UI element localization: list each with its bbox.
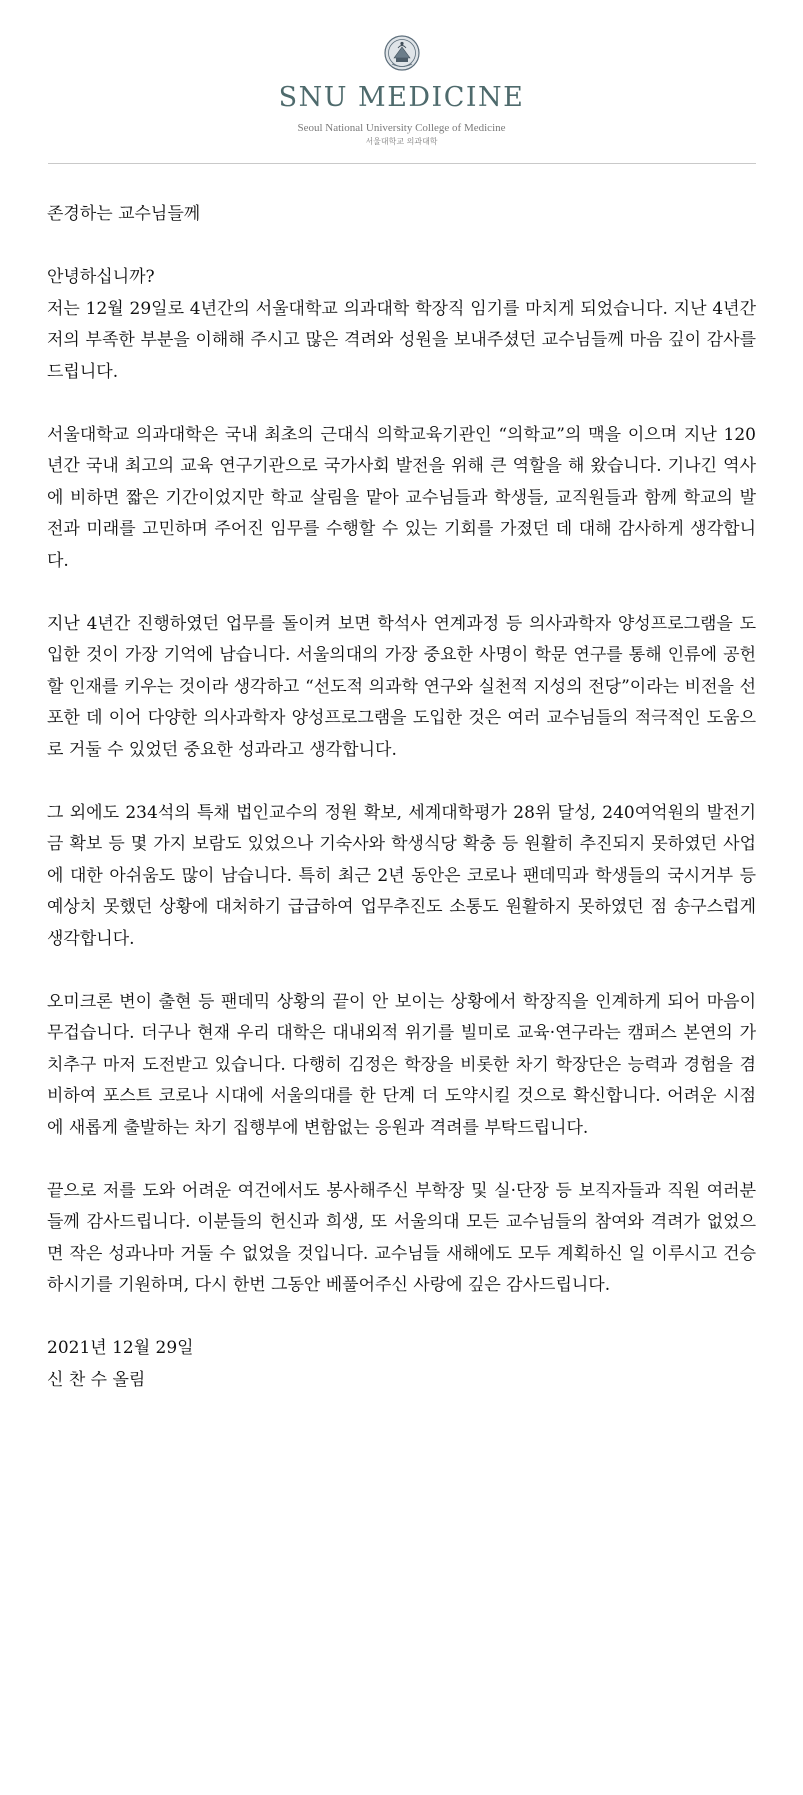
paragraph-5: 오미크론 변이 출현 등 팬데믹 상황의 끝이 안 보이는 상황에서 학장직을 인계하게 되어 마음이 무겁습니다. 더구나 현재 우리 대학은 대내외적 위기를 빌미로 교육·연구라는 캠퍼스 본연의 가치추구 마저 도전받고 있습니다. 다행히 김정은 학장을 비롯한 차기 학장단은 능력과 경험을 겸비하여 포스트 코로나 시대에 서울의대를 한 단계 더 도약시킬 것으로 확신합니다. 어려운 시점에 새롭게 출발하는 차기 집행부에 변함없는 응원과 격려를 부탁드립니다. xyxy=(47,991,756,1138)
spacer xyxy=(47,1302,756,1334)
brand-subtitle-en: Seoul National University College of Medicine xyxy=(297,122,506,134)
spacer xyxy=(47,388,756,420)
spacer xyxy=(47,766,756,798)
signature: 신 찬 수 올림 xyxy=(47,1369,146,1390)
greeting: 안녕하십니까? xyxy=(47,267,155,287)
header-divider xyxy=(48,163,756,164)
paragraph-2: 서울대학교 의과대학은 국내 최초의 근대식 의학교육기관인 “의학교”의 맥을 이으며 지난 120년간 국내 최고의 교육 연구기관으로 국가사회 발전을 위해 큰 역할을 해 왔습니다. 기나긴 역사에 비하면 짧은 기간이었지만 학교 살림을 맡아 교수님들과 학생들, 교직원들과 함께 학교의 발전과 미래를 고민하며 주어진 임무를 수행할 수 있는 기회를 가졌던 데 대해 감사하게 생각합니다. xyxy=(47,424,756,571)
spacer xyxy=(47,955,756,987)
snu-emblem-icon xyxy=(384,34,420,72)
brand-subtitle-ko: 서울대학교 의과대학 xyxy=(365,137,438,146)
paragraph-1: 저는 12월 29일로 4년간의 서울대학교 의과대학 학장직 임기를 마치게 되었습니다. 지난 4년간 저의 부족한 부분을 이해해 주시고 많은 격려와 성원을 보내주셨던 교수님들께 마음 깊이 감사를 드립니다. xyxy=(47,298,756,382)
letterhead xyxy=(0,0,803,170)
paragraph-4: 그 외에도 234석의 특채 법인교수의 정원 확보, 세계대학평가 28위 달성, 240여억원의 발전기금 확보 등 몇 가지 보람도 있었으나 기숙사와 학생식당 확충 등 원활히 추진되지 못하였던 사업에 대한 아쉬움도 많이 남습니다. 특히 최근 2년 동안은 코로나 팬데믹과 학생들의 국시거부 등 예상치 못했던 상황에 대처하기 급급하여 업무추진도 소통도 원활하지 못하였던 점 송구스럽게 생각합니다. xyxy=(47,802,756,949)
spacer xyxy=(47,1144,756,1176)
paragraph-3: 지난 4년간 진행하였던 업무를 돌이켜 보면 학석사 연계과정 등 의사과학자 양성프로그램을 도입한 것이 가장 기억에 남습니다. 서울의대의 가장 중요한 사명이 학문 연구를 통해 인류에 공헌할 인재를 키우는 것이라 생각하고 “선도적 의과학 연구와 실천적 지성의 전당”이라는 비전을 선포한 데 이어 다양한 의사과학자 양성프로그램을 도입한 것은 여러 교수님들의 적극적인 도움으로 거둘 수 있었던 중요한 성과라고 생각합니다. xyxy=(47,613,756,760)
paragraph-6: 끝으로 저를 도와 어려운 여건에서도 봉사해주신 부학장 및 실·단장 등 보직자들과 직원 여러분들께 감사드립니다. 이분들의 헌신과 희생, 또 서울의대 모든 교수님들의 참여와 격려가 없었으면 작은 성과나마 거둘 수 없었을 것입니다. 교수님들 새해에도 모두 계획하신 일 이루시고 건승하시기를 기원하며, 다시 한번 그동안 베풀어주신 사랑에 깊은 감사드립니다. xyxy=(47,1180,756,1295)
salutation: 존경하는 교수님들께 xyxy=(47,204,201,224)
letter-date: 2021년 12월 29일 xyxy=(47,1338,194,1358)
spacer xyxy=(47,577,756,609)
spacer xyxy=(47,231,756,263)
letter-body xyxy=(47,199,756,1396)
brand-title: SNU MEDICINE xyxy=(278,82,525,113)
